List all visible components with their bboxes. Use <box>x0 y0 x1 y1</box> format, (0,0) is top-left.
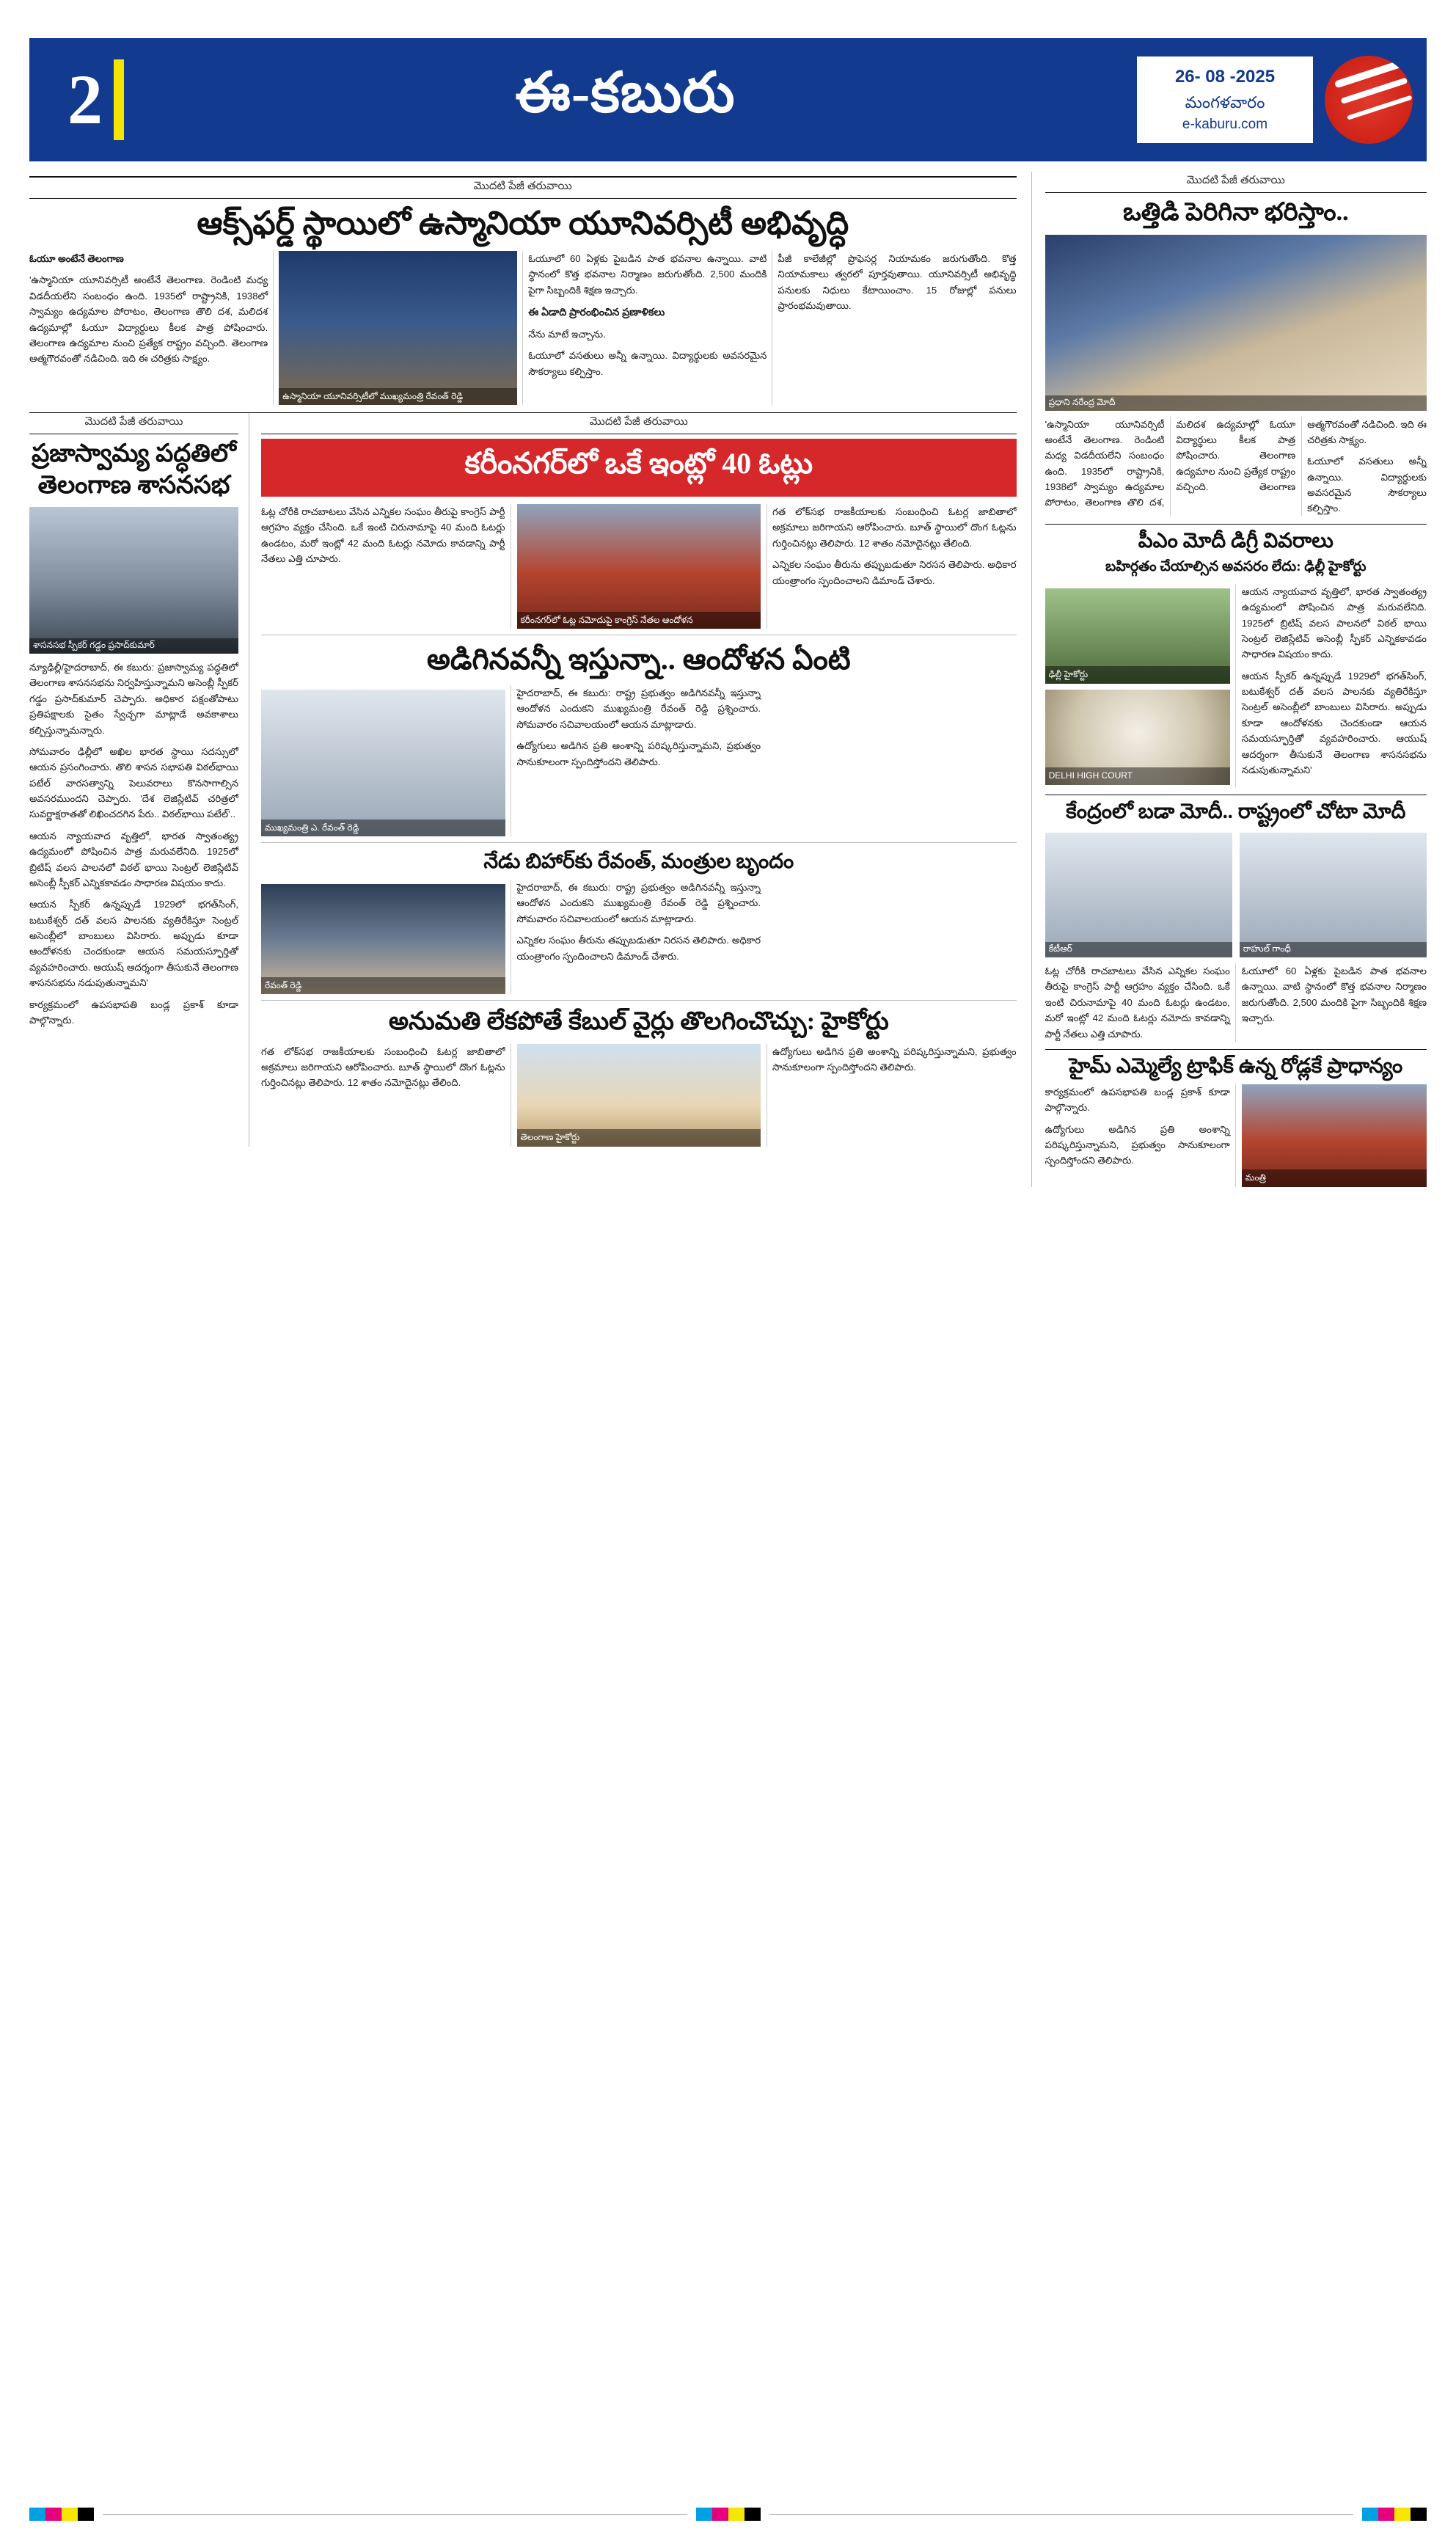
prajaswamya-photo-caption: శాసనసభ స్పీకర్ గడ్డం ప్రసాద్‌కుమార్ <box>29 638 238 654</box>
karimnagar-photo <box>517 504 761 629</box>
traffic-headline: హైమ్ ఎమ్మెల్యే ట్రాఫిక్ ఉన్న రోడ్లకే ప్రాధాన్యం <box>1069 1054 1403 1078</box>
cable-photo <box>517 1044 761 1147</box>
oxford-para-4: పీజీ కాలేజీల్లో ప్రొఫెసర్ల నియామకం జరుగుతోంది. కొత్త నియామకాలు త్వరలో పూర్తవుతాయి. యూనివర్సిటీ అభివృద్ధి పనులకు నిధులు కేటాయించాం. 15 రోజుల్లో పనులు ప్రారంభమవుతాయి. <box>778 253 1017 312</box>
modi-degree-figure <box>1045 588 1230 684</box>
bihar-para-0: హైదరాబాద్, ఈ కబురు: రాష్ట్ర ప్రభుత్వం అడిగినవన్నీ ఇస్తున్నా ఆందోళన ఎందుకని ముఖ్యమంత్రి రేవంత్ రెడ్డి ప్రశ్నించారు. సోమవారం సచివాలయంలో ఆయన మాట్లాడారు. <box>516 882 761 924</box>
adigina-figure <box>261 690 505 836</box>
prajaswamya-photo <box>29 507 238 654</box>
kendram-photo-right <box>1240 833 1427 957</box>
right-column <box>1031 172 1427 1187</box>
ottidi-photo <box>1045 235 1427 411</box>
karimnagar-para-2: ఎన్నికల సంఘం తీరును తప్పుబడుతూ నిరసన తెలిపారు. అధికార యంత్రాంగం స్పందించాలని డిమాండ్ చేశారు. <box>772 559 1017 586</box>
modi-degree-photo <box>1045 588 1230 684</box>
bihar-figure <box>261 884 505 994</box>
prajaswamya-para-4: కార్యక్రమంలో ఉపసభాపతి బండ్ల ప్రకాశ్ కూడా పాల్గొన్నారు. <box>29 998 238 1026</box>
bihar-photo <box>261 884 505 994</box>
divider-3 <box>261 842 1017 843</box>
traffic-para-1: ఉద్యోగులు అడిగిన ప్రతి అంశాన్ని పరిష్కరిస్తున్నామని, ప్రభుత్వం సానుకూలంగా స్పందిస్తోందని తెలిపారు. <box>1045 1123 1230 1166</box>
masthead-title-block <box>140 39 1111 161</box>
ottidi-photo-caption: ప్రధాని నరేంద్ర మోదీ <box>1045 395 1427 411</box>
prajaswamya-para-0: న్యూఢిల్లీ/హైదరాబాద్, ఈ కబురు: ప్రజాస్వామ్య పద్ధతిలో తెలంగాణ శాసనసభను నిర్వహిస్తున్నామని అసెంబ్లీ స్పీకర్ గడ్డం ప్రసాద్‌కుమార్ చెప్పారు. అధికార పక్షంతోపాటు ప్రతిపక్షాలకు సైతం స్వేచ్ఛగా మాట్లాడే అవకాశాలు కల్పిస్తున్నామన్నారు. <box>29 662 238 736</box>
adigina-headline: అడిగినవన్నీ ఇస్తున్నా.. ఆందోళన ఏంటి <box>426 643 851 676</box>
kendram-body <box>1045 963 1427 1042</box>
continued-note: మొదటి పేజీ తరువాయి <box>29 178 1017 199</box>
traffic-figure <box>1242 1084 1427 1187</box>
bihar-headline: నేడు బిహార్‌కు రేవంత్, మంత్రుల బృందం <box>483 850 794 873</box>
masthead-right <box>1111 39 1426 161</box>
masthead-title: ఈ-కబురు <box>515 62 736 124</box>
prajaswamya-para-2: ఆయన న్యాయవాద వృత్తిలో, భారత స్వాతంత్య్ర ఉద్యమంలో పోషించిన పాత్ర మరువలేనిది. 1925లో బ్రిటిష్ వలస పాలనలో విఠల్ భాయి సెంట్రల్ లెజిస్లేటివ్ అసెంబ్లీ స్పీకర్ ఎన్నికకావడం సాధారణ విషయం కాదు. <box>29 830 238 888</box>
modi-degree-photo-caption: ఢిల్లీ హైకోర్టు <box>1045 666 1230 683</box>
adigina-body <box>261 685 1017 836</box>
cable-headline: అనుమతి లేకపోతే కేబుల్ వైర్లు తొలగించొచ్చు: హైకోర్టు <box>388 1008 889 1035</box>
prajaswamya-para-1: సోమవారం ఢిల్లీలో అఖిల భారత స్థాయి సదస్సులో ఆయన ప్రసంగించారు. తొలి శాసన సభాపతి విఠల్‌భాయి పటేల్ వారసత్వాన్ని పెలువరాలు కొనసాగాల్సిన అవసరముందని చెప్పారు. 'దేశ లెజిస్లేటివ్ చరిత్రలో సువర్ణాక్షరాతతో లిఖించదగిన పేరు.. విఠల్‌భాయి పటేల్'.. <box>29 745 238 820</box>
oxford-para-2: నేను మాటే ఇచ్చాను. <box>528 328 606 340</box>
cable-para-1: ఉద్యోగులు అడిగిన ప్రతి అంశాన్ని పరిష్కరిస్తున్నామని, ప్రభుత్వం సానుకూలంగా స్పందిస్తోందని తెలిపారు. <box>772 1045 1017 1073</box>
continued-note-3: మొదటి పేజీ తరువాయి <box>261 413 1017 434</box>
oxford-para-0: 'ఉస్మానియా యూనివర్సిటీ అంటేనే తెలంగాణ. రెండింటి మధ్య విడదీయలేని సంబంధం ఉంది. 1935లో రాష్ట్రానికి, 1938లో స్వామ్యం ఉద్యమాల పోరాటం, తెలంగాణ తొలి దశ, మలిదశ ఉద్యమాల్లో ఓయూ విద్యార్థులు కీలక పాత్ర పోషించారు. తెలంగాణ ఉద్యమాల నుంచి ప్రత్యేక రాష్ట్రం వచ్చింది. తెలంగాణ ఆత్మగౌరవంతో నడిచింది. ఇది ఈ చరిత్రకు సాక్ష్యం. <box>29 274 268 365</box>
color-swatch-yellow <box>62 2508 78 2521</box>
continued-note-r1: మొదటి పేజీ తరువాయి <box>1045 172 1427 193</box>
masthead-datebox <box>1137 56 1313 143</box>
prajaswamya-body <box>29 660 238 1028</box>
kendram-para-0: ఓట్ల చోరీకి రాచబాటలు వేసిన ఎన్నికల సంఘం తీరుపై కాంగ్రెస్ పార్టీ ఆగ్రహం వ్యక్తం చేసింది. ఒకే ఇంటి చిరునామాపై 40 మంది ఓటర్లు ఉండటం, మరో ఇంట్లో 42 మంది ఓటర్లు నమోదు కావడాన్ని పార్టీ నేతలు ఎత్తి చూపారు. <box>1045 965 1230 1040</box>
oxford-headline: ఆక్స్‌ఫర్డ్ స్థాయిలో ఉస్మానియా యూనివర్సిటీ అభివృద్ధి <box>197 205 849 241</box>
bihar-body <box>261 880 1017 994</box>
kendram-headline: కేంద్రంలో బడా మోదీ.. రాష్ట్రంలో చోటా మోదీ <box>1066 800 1406 823</box>
bihar-para-1: ఎన్నికల సంఘం తీరును తప్పుబడుతూ నిరసన తెలిపారు. అధికార యంత్రాంగం స్పందించాలని డిమాండ్ చేశారు. <box>516 935 761 962</box>
registration-line-2 <box>769 2508 1354 2515</box>
color-swatch-yellow-2 <box>728 2508 745 2521</box>
color-swatch-cyan <box>29 2508 45 2521</box>
main-column <box>29 172 1017 1187</box>
color-swatch-yellow-3 <box>1394 2508 1411 2521</box>
newspaper-swoosh-logo-icon <box>1325 56 1413 144</box>
kendram-caption-right: రాహుల్ గాంధీ <box>1240 942 1427 957</box>
ottidi-headline: ఒత్తిడి పెరిగినా భరిస్తాం.. <box>1122 199 1349 226</box>
color-bar-left <box>29 2508 94 2521</box>
registration-line-1 <box>103 2508 687 2515</box>
oxford-photo <box>279 251 517 405</box>
color-swatch-magenta-3 <box>1378 2508 1394 2521</box>
adigina-photo <box>261 690 505 836</box>
adigina-para-0: హైదరాబాద్, ఈ కబురు: రాష్ట్ర ప్రభుత్వం అడిగినవన్నీ ఇస్తున్నా ఆందోళన ఎందుకని ముఖ్యమంత్రి రేవంత్ రెడ్డి ప్రశ్నించారు. సోమవారం సచివాలయంలో ఆయన మాట్లాడారు. <box>516 687 761 730</box>
kendram-caption-left: కేటీఆర్ <box>1045 942 1232 957</box>
registration-color-bars <box>0 2508 1456 2521</box>
modi-degree-subtitle: బహిర్గతం చేయాల్సిన అవసరం లేదు: ఢిల్లీ హైకోర్టు <box>1105 558 1367 574</box>
masthead-day: మంగళవారం <box>1185 93 1265 112</box>
cable-figure <box>517 1044 761 1147</box>
masthead <box>29 38 1427 161</box>
color-swatch-black-2 <box>745 2508 761 2521</box>
ottidi-para-1: ఓయూలో వసతులు అన్నీ ఉన్నాయి. విద్యార్థులకు అవసరమైన సౌకర్యాలు కల్పిస్తాం. <box>1307 456 1427 514</box>
cable-photo-caption: తెలంగాణ హైకోర్టు <box>517 1129 761 1146</box>
color-swatch-black <box>78 2508 94 2521</box>
color-swatch-cyan-3 <box>1362 2508 1378 2521</box>
ottidi-para-0: 'ఉస్మానియా యూనివర్సిటీ అంటేనే తెలంగాణ. రెండింటి మధ్య విడదీయలేని సంబంధం ఉంది. 1935లో రాష్ట్రానికి, 1938లో స్వామ్యం ఉద్యమాల పోరాటం, తెలంగాణ తొలి దశ, మలిదశ ఉద్యమాల్లో ఓయూ విద్యార్థులు కీలక పాత్ర పోషించారు. తెలంగాణ ఉద్యమాల నుంచి ప్రత్యేక రాష్ట్రం వచ్చింది. తెలంగాణ ఆత్మగౌరవంతో నడిచింది. ఇది ఈ చరిత్రకు సాక్ష్యం. <box>1045 418 1427 508</box>
second-row <box>29 413 1017 1147</box>
divider-r3 <box>1045 1049 1427 1050</box>
adigina-para-1: ఉద్యోగులు అడిగిన ప్రతి అంశాన్ని పరిష్కరిస్తున్నామని, ప్రభుత్వం సానుకూలంగా స్పందిస్తోందని తెలిపారు. <box>516 740 761 767</box>
modi-degree-headline: పీఎం మోదీ డిగ్రీ వివరాలు <box>1138 529 1334 552</box>
color-swatch-magenta <box>45 2508 62 2521</box>
kendram-para-1: ఓయూలో 60 ఏళ్లకు పైబడిన పాత భవనాల ఉన్నాయి. వాటి స్థానంలో కొత్త భవనాల నిర్మాణం జరుగుతోంది. 2,500 మందికి పైగా సిబ్బందికి శిక్షణ ఇచ్చారు. <box>1241 965 1427 1024</box>
ottidi-body <box>1045 417 1427 516</box>
color-bar-middle <box>696 2508 761 2521</box>
karimnagar-figure <box>517 504 761 629</box>
color-swatch-black-3 <box>1411 2508 1427 2521</box>
court-seal-icon <box>1045 690 1230 785</box>
divider-4 <box>261 1000 1017 1001</box>
masthead-date: 26- 08 -2025 <box>1174 67 1276 87</box>
traffic-para-0: కార్యక్రమంలో ఉపసభాపతి బండ్ల ప్రకాశ్ కూడా పాల్గొన్నారు. <box>1045 1086 1230 1114</box>
adigina-photo-caption: ముఖ్యమంత్రి ఎ. రేవంత్ రెడ్డి <box>261 819 505 836</box>
kendram-photo-left <box>1045 833 1232 957</box>
oxford-article <box>29 176 1017 405</box>
prajaswamya-para-3: ఆయన స్పీకర్ ఉన్నప్పుడే 1929లో భగత్‌సింగ్, బటుకేశ్వర్ దత్ వలస పాలనకు వ్యతిరేకిస్తూ సెంట్రల్ అసెంబ్లీలో బాంబులు విసిరారు. అప్పుడు కూడా ఆందోళనకు చెందకుండా ఆయన సమయస్ఫూర్తితో వ్యవహరించారు. ఆయుష్ ఆదర్శంగా తీసుకునే తెలంగాణ శాసనసభను నడుపుతున్నామని' <box>29 899 238 989</box>
bihar-photo-caption: రేవంత్ రెడ్డి <box>261 977 505 994</box>
swoosh-shape <box>1334 59 1403 88</box>
modi-degree-para-1: ఆయన స్పీకర్ ఉన్నప్పుడే 1929లో భగత్‌సింగ్, బటుకేశ్వర్ దత్ వలస పాలనకు వ్యతిరేకిస్తూ సెంట్రల్ అసెంబ్లీలో బాంబులు విసిరారు. అప్పుడు కూడా ఆందోళనకు చెందకుండా ఆయన సమయస్ఫూర్తితో వ్యవహరించారు. ఆయుష్ ఆదర్శంగా తీసుకునే తెలంగాణ శాసనసభను నడుపుతున్నామని' <box>1241 670 1427 775</box>
yellow-bar <box>114 59 124 140</box>
karimnagar-photo-caption: కరీంనగర్‌లో ఓట్ల నమోదుపై కాంగ్రెస్ నేతల ఆందోళన <box>517 612 761 629</box>
modi-degree-body <box>1045 584 1427 787</box>
cable-body <box>261 1044 1017 1147</box>
oxford-figure <box>279 251 517 405</box>
prajaswamya-article <box>29 413 249 1147</box>
newspaper-page <box>0 38 1456 2534</box>
page-content <box>29 172 1427 1187</box>
oxford-body <box>29 251 1017 405</box>
oxford-para-1: ఓయూలో 60 ఏళ్లకు పైబడిన పాత భవనాల ఉన్నాయి. వాటి స్థానంలో కొత్త భవనాల నిర్మాణం జరుగుతోంది. 2,500 మందికి పైగా సిబ్బందికి శిక్షణ ఇచ్చారు. <box>528 253 767 296</box>
modi-degree-para-0: ఆయన న్యాయవాద వృత్తిలో, భారత స్వాతంత్య్ర ఉద్యమంలో పోషించిన పాత్ర మరువలేనిది. 1925లో బ్రిటిష్ వలస పాలనలో విఠల్ భాయి సెంట్రల్ లెజిస్లేటివ్ అసెంబ్లీ స్పీకర్ ఎన్నికకావడం సాధారణ విషయం కాదు. <box>1241 585 1427 660</box>
color-swatch-magenta-2 <box>712 2508 728 2521</box>
page-number: 2 <box>67 60 103 139</box>
oxford-subhead: ఈ ఏడాది ప్రారంభించిన ప్రణాళికలు <box>528 306 665 318</box>
karimnagar-body <box>261 504 1017 629</box>
kendram-photos <box>1045 830 1427 963</box>
color-swatch-cyan-2 <box>696 2508 712 2521</box>
oxford-dateline: ఓయూ అంటేనే తెలంగాణ <box>29 253 124 264</box>
traffic-photo <box>1242 1084 1427 1187</box>
karimnagar-para-1: గత లోక్‌సభ రాజకీయాలకు సంబంధించి ఓటర్ల జాబితాలో అక్రమాలు జరిగాయని ఆరోపించారు. బూత్ స్థాయిలో దొంగ ఓట్లను గుర్తించినట్లు తెలిపారు. 12 శాతం నమోదైనట్లు తేలింది. <box>772 506 1017 549</box>
center-stack <box>249 413 1017 1147</box>
page-number-block <box>30 39 140 161</box>
karimnagar-para-0: ఓట్ల చోరీకి రాచబాటలు వేసిన ఎన్నికల సంఘం తీరుపై కాంగ్రెస్ పార్టీ ఆగ్రహం వ్యక్తం చేసింది. ఒకే ఇంటి చిరునామాపై 40 మంది ఓటర్లు ఉండటం, మరో ఇంట్లో 42 మంది ఓటర్లు నమోదు కావడాన్ని పార్టీ నేతలు ఎత్తి చూపారు. <box>261 506 505 565</box>
karimnagar-headline: కరీంనగర్‌లో ఒకే ఇంట్లో 40 ఓట్లు <box>261 439 1017 497</box>
continued-note-2: మొదటి పేజీ తరువాయి <box>29 413 238 434</box>
oxford-para-3: ఓయూలో వసతులు అన్నీ ఉన్నాయి. విద్యార్థులకు అవసరమైన సౌకర్యాలు కల్పిస్తాం. <box>528 350 767 377</box>
cable-para-0: గత లోక్‌సభ రాజకీయాలకు సంబంధించి ఓటర్ల జాబితాలో అక్రమాలు జరిగాయని ఆరోపించారు. బూత్ స్థాయిలో దొంగ ఓట్లను గుర్తించినట్లు తెలిపారు. 12 శాతం నమోదైనట్లు తేలింది. <box>261 1045 505 1089</box>
color-bar-right <box>1362 2508 1427 2521</box>
modi-degree-seal-figure <box>1045 690 1230 785</box>
prajaswamya-headline: ప్రజాస్వామ్య పద్ధతిలో తెలంగాణ శాసనసభ <box>32 440 236 499</box>
court-seal-overlay: DELHI HIGH COURT <box>1045 767 1230 784</box>
traffic-photo-caption: మంత్రి <box>1242 1169 1427 1186</box>
oxford-photo-caption: ఉస్మానియా యూనివర్సిటీలో ముఖ్యమంత్రి రేవంత్ రెడ్డి <box>279 388 517 405</box>
traffic-body <box>1045 1084 1427 1187</box>
divider-r1 <box>1045 524 1427 525</box>
masthead-website[interactable]: e-kaburu.com <box>1182 117 1268 133</box>
